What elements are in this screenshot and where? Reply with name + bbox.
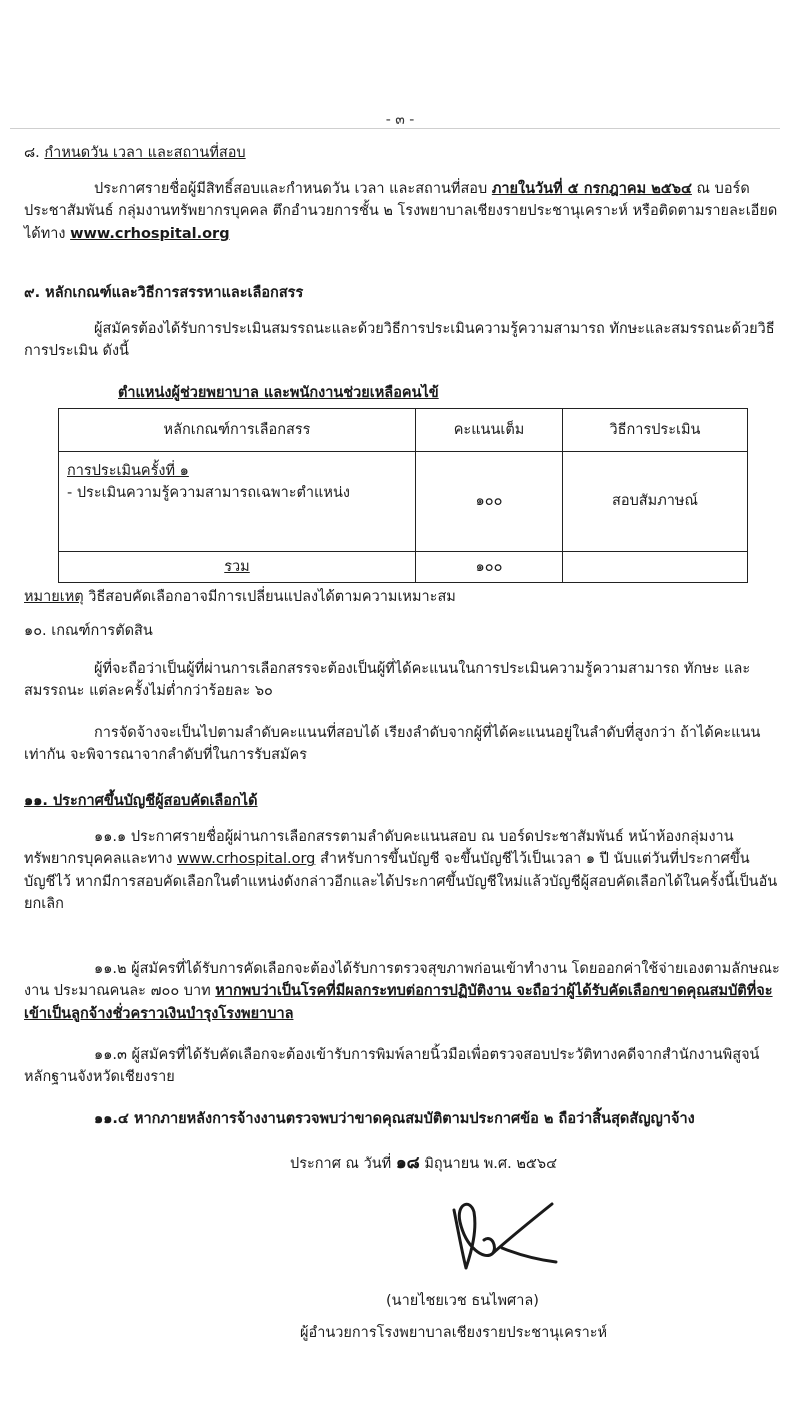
- section-10-paragraph-1: ผู้ที่จะถือว่าเป็นผู้ที่ผ่านการเลือกสรรจะต้องเป็นผู้ที่ได้คะแนนในการประเมินความรู้ความสามารถ ทักษะ และสมรรถนะ แต่ละครั้งไม่ต่ำกว่าร้อยละ ๖๐: [24, 661, 751, 700]
- section-11-1-text-a: ๑๑.๑ ประกาศรายชื่อผู้ผ่านการเลือกสรรตามลำดับคะแนนสอบ ณ บอร์ดประชาสัมพันธ์ หน้าห้องกลุ่มงานทรัพยากรบุคคลและทาง: [24, 829, 734, 868]
- website-link-2[interactable]: www.crhospital.org: [177, 851, 316, 868]
- section-8-title: กำหนดวัน เวลา และสถานที่สอบ: [44, 145, 246, 161]
- section-10-title: ๑๐. เกณฑ์การตัดสิน: [24, 623, 153, 639]
- note-label: หมายเหตุ: [24, 589, 84, 605]
- criteria-cell: [59, 452, 416, 552]
- section-11-2-text: ๑๑.๒ ผู้สมัครที่ได้รับการคัดเลือกจะต้องได้รับการตรวจสุขภาพก่อนเข้าทำงาน โดยออกค่าใช้จ่ายเองตามลักษณะงาน ประมาณคนละ ๗๐๐ บาท: [24, 961, 780, 1000]
- date-day: ๑๘: [395, 1153, 420, 1173]
- score-cell: ๑๐๐: [416, 452, 563, 552]
- website-link[interactable]: www.crhospital.org: [70, 225, 230, 242]
- note: [24, 586, 780, 608]
- section-9-title: ๙. หลักเกณฑ์และวิธีการสรรหาและเลือกสรร: [24, 285, 304, 301]
- date-prefix: ประกาศ ณ วันที่: [290, 1156, 396, 1172]
- section-10-paragraph-2: การจัดจ้างจะเป็นไปตามลำดับคะแนนที่สอบได้ เรียงลำดับจากผู้ที่ได้คะแนนอยู่ในลำดับที่สูงกว่า ถ้าได้คะแนนเท่ากัน จะพิจารณาจากลำดับที่ในการรับสมัคร: [24, 725, 761, 764]
- total-score: ๑๐๐: [416, 552, 563, 583]
- header-divider: [10, 128, 780, 129]
- section-8-text-c: ณ บอร์ดประชาสัมพันธ์ กลุ่มงานทรัพยากรบุคคล ตึกอำนวยการชั้น ๒ โรงพยาบาลเชียงรายประชานุเคราะห์ หรือติดตามรายละเอียดได้ทาง: [24, 181, 778, 242]
- header-full-score: คะแนนเต็ม: [416, 409, 563, 452]
- table-title: ตำแหน่งผู้ช่วยพยาบาล และพนักงานช่วยเหลือคนไข้: [118, 385, 439, 401]
- total-label: รวม: [59, 552, 416, 583]
- total-method-empty: [563, 552, 748, 583]
- section-8-text-a: ประกาศรายชื่อผู้มีสิทธิ์สอบและกำหนดวัน เวลา และสถานที่สอบ: [94, 181, 492, 197]
- header-method: วิธีการประเมิน: [563, 409, 748, 452]
- section-11-2-warning: หากพบว่าเป็นโรคที่มีผลกระทบต่อการปฏิบัติงาน จะถือว่าผู้ได้รับคัดเลือกขาดคุณสมบัติที่จะเข้าเป็นลูกจ้างชั่วคราวเงินบำรุงโรงพยาบาล: [24, 983, 773, 1022]
- criteria-item: - ประเมินความรู้ความสามารถเฉพาะตำแหน่ง: [67, 485, 350, 502]
- section-8-number: ๘.: [24, 145, 40, 161]
- section-9-paragraph: ผู้สมัครต้องได้รับการประเมินสมรรถนะและด้วยวิธีการประเมินความรู้ความสามารถ ทักษะและสมรรถนะด้วยวิธีการประเมิน ดังนี้: [24, 321, 775, 360]
- section-11-2: [24, 958, 780, 1025]
- signer-name: (นายไชยเวช ธนไพศาล): [386, 1293, 539, 1309]
- section-8-paragraph: [24, 178, 780, 245]
- selection-criteria-table: [58, 408, 748, 583]
- page-number: - ๓ -: [385, 112, 415, 128]
- section-11-1-text-b: สำหรับการขึ้นบัญชี จะขึ้นบัญชีไว้เป็นเวลา ๑ ปี นับแต่วันที่ประกาศขึ้นบัญชีไว้ หากมีการสอบคัดเลือกในตำแหน่งดังกล่าวอีกและได้ประกาศขึ้นบัญชีใหม่แล้วบัญชีผู้สอบคัดเลือกได้ในครั้งนี้เป็นอันยกเลิก: [24, 851, 778, 913]
- section-11-1: [24, 826, 780, 916]
- table-header-row: [59, 409, 748, 452]
- method-cell: สอบสัมภาษณ์: [563, 452, 748, 552]
- table-total-row: [59, 552, 748, 583]
- announcement-date: [290, 1150, 770, 1176]
- note-text: วิธีสอบคัดเลือกอาจมีการเปลี่ยนแปลงได้ตามความเหมาะสม: [83, 589, 456, 605]
- header-criteria: หลักเกณฑ์การเลือกสรร: [59, 409, 416, 452]
- section-8-deadline: ภายในวันที่ ๕ กรกฎาคม ๒๕๖๔: [491, 181, 692, 197]
- signer-position: ผู้อำนวยการโรงพยาบาลเชียงรายประชานุเคราะห์: [300, 1325, 608, 1341]
- signature-image: [432, 1190, 562, 1280]
- date-suffix: มิถุนายน พ.ศ. ๒๕๖๔: [419, 1156, 558, 1172]
- section-11-title: ๑๑. ประกาศขึ้นบัญชีผู้สอบคัดเลือกได้: [24, 793, 258, 809]
- table-row: [59, 452, 748, 552]
- section-11-3: ๑๑.๓ ผู้สมัครที่ได้รับคัดเลือกจะต้องเข้ารับการพิมพ์ลายนิ้วมือเพื่อตรวจสอบประวัติทางคดีจากสำนักงานพิสูจน์หลักฐานจังหวัดเชียงราย: [24, 1047, 760, 1086]
- section-8-heading: [24, 142, 780, 164]
- round-label: การประเมินครั้งที่ ๑: [67, 463, 189, 479]
- section-11-4: ๑๑.๔ หากภายหลังการจ้างงานตรวจพบว่าขาดคุณสมบัติตามประกาศข้อ ๒ ถือว่าสิ้นสุดสัญญาจ้าง: [94, 1111, 695, 1127]
